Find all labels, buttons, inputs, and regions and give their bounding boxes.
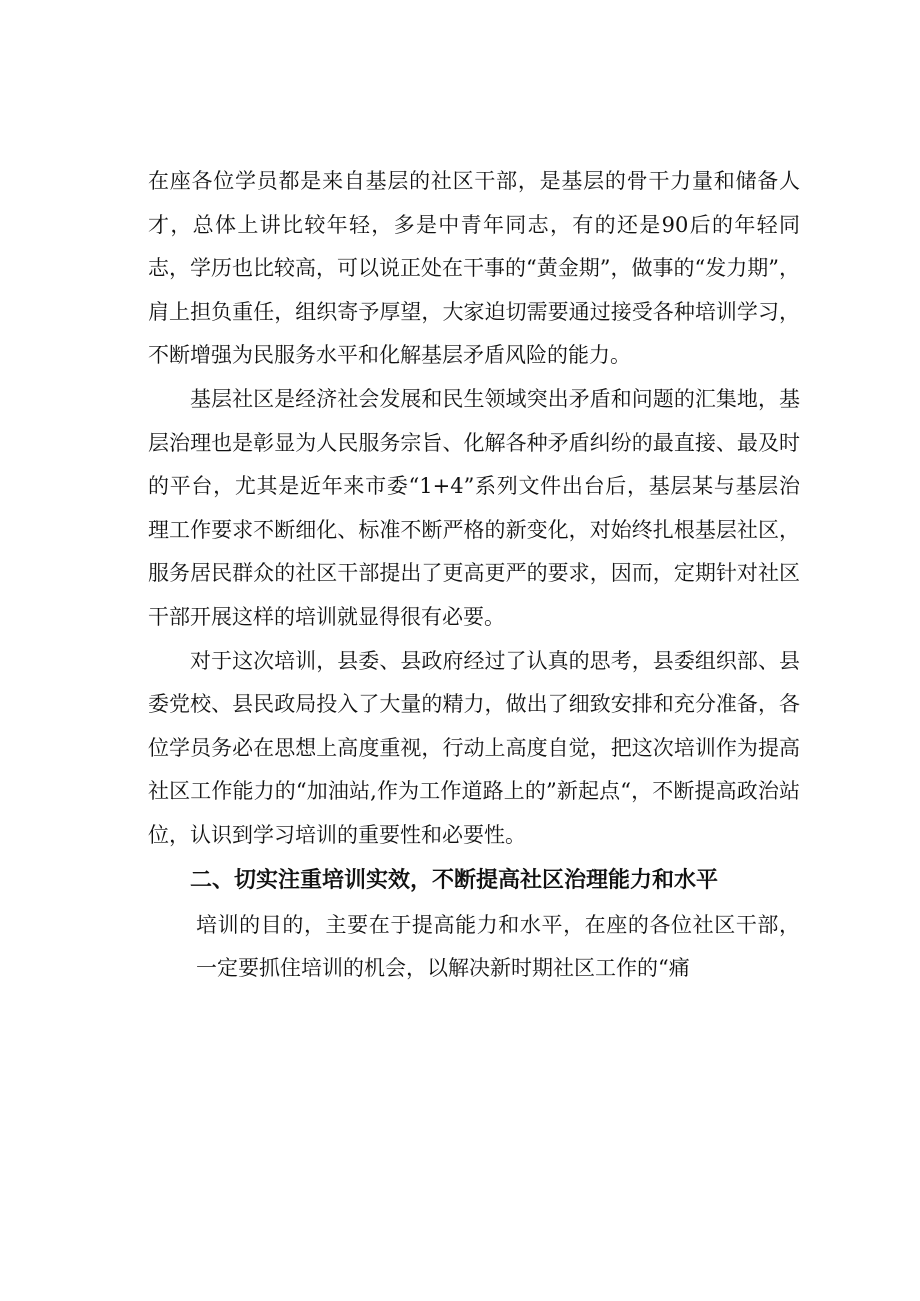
- paragraph-3: 对于这次培训，县委、县政府经过了认真的思考，县委组织部、县委党校、县民政局投入了大量的精力，做出了细致安排和充分准备，各位学员务必在思想上高度重视，行动上高度自觉，把这次培训作为提高社区工作能力的“加油站,作为工作道路上的”新起点“，不断提高政治站位，认识到学习培训的重要性和必要性。: [148, 648, 800, 847]
- paragraph-2: 基层社区是经济社会发展和民生领域突出矛盾和问题的汇集地，基层治理也是彰显为人民服务宗旨、化解各种矛盾纠纷的最直接、最及时的平台，尤其是近年来市委“1+4”系列文件出台后，基层某与基层治理工作要求不断细化、标准不断严格的新变化，对始终扎根基层社区，服务居民群众的社区干部提出了更高更严的要求，因而，定期针对社区干部开展这样的培训就显得很有必要。: [148, 386, 800, 629]
- paragraph-1: 在座各位学员都是来自基层的社区干部，是基层的骨干力量和储备人才，总体上讲比较年轻，多是中青年同志，有的还是90后的年轻同志，学历也比较高，可以说正处在干事的“黄金期”，做事的“发力期”，肩上担负重任，组织寄予厚望，大家迫切需要通过接受各种培训学习，不断增强为民服务水平和化解基层矛盾风险的能力。: [148, 169, 800, 368]
- document-body: [148, 160, 800, 991]
- paragraph-4: 培训的目的，主要在于提高能力和水平，在座的各位社区干部，一定要抓住培训的机会，以解决新时期社区工作的“痛: [196, 912, 800, 981]
- section-heading: 二、切实注重培训实效，不断提高社区治理能力和水平: [190, 867, 719, 893]
